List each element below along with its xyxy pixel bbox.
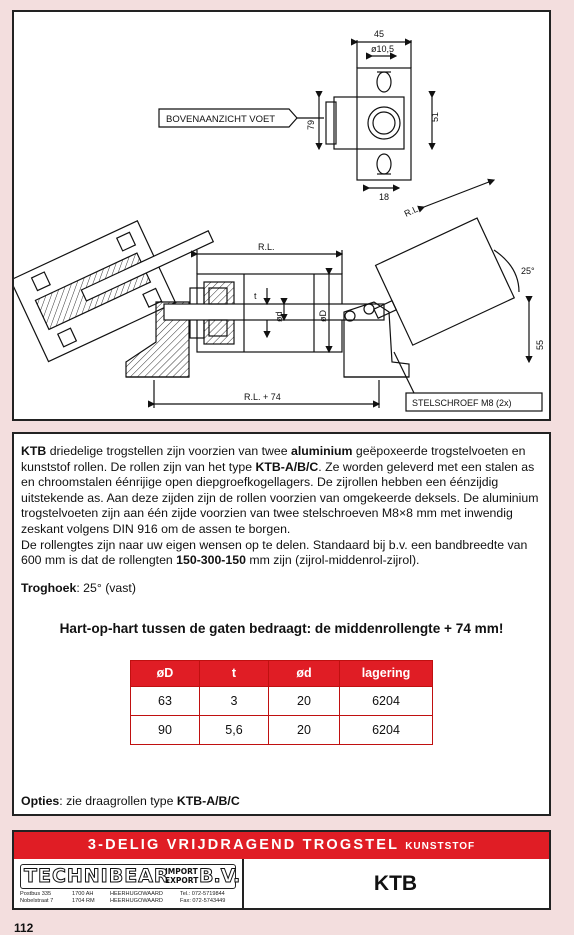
table-header-row xyxy=(131,660,433,686)
desc-ktb: KTB xyxy=(21,444,47,458)
center-distance-heading: Hart-op-hart tussen de gaten bedraagt: de middenrollengte + 74 mm! xyxy=(59,620,504,636)
technical-drawing-panel xyxy=(12,10,551,421)
col-t: t xyxy=(200,660,269,686)
footer xyxy=(12,830,551,910)
table-cell: 5,6 xyxy=(200,715,269,744)
table-cell: 6204 xyxy=(340,686,433,715)
technical-drawing xyxy=(14,12,549,419)
logo-import: IMPORT xyxy=(165,867,198,876)
rl-plus-74: R.L. + 74 xyxy=(244,392,281,402)
troghoek xyxy=(21,581,542,595)
desc-lengths: 150-300-150 xyxy=(176,553,246,568)
dim-45: 45 xyxy=(374,29,385,39)
address-col-1 xyxy=(20,891,53,904)
desc-part: mm zijn (zijrol-middenrol-zijrol). xyxy=(245,553,420,568)
table-cell: 20 xyxy=(269,715,340,744)
opties-label: Opties xyxy=(21,794,60,808)
dim-od: ød xyxy=(274,311,284,322)
troghoek-value: : 25° (vast) xyxy=(76,580,136,595)
logo-export: EXPORT xyxy=(165,876,199,885)
product-title: 3-DELIG VRIJDRAGEND TROGSTEL xyxy=(87,837,400,853)
table-cell: 63 xyxy=(131,686,200,715)
col-lagering: lagering xyxy=(340,660,433,686)
rl-side: R.L. xyxy=(402,202,422,219)
troghoek-label: Troghoek xyxy=(21,580,77,595)
logo-bv: B.V. xyxy=(199,865,241,887)
brand-box xyxy=(14,859,244,908)
dim-oD: øD xyxy=(318,310,328,322)
col-oD: øD xyxy=(131,660,200,686)
desc-part: geëpoxeerde trogstelvoeten en kunststof rollen. De rollen zijn van het type xyxy=(21,444,526,474)
addr-line: Fax: 072-5743449 xyxy=(180,897,226,904)
table-cell: 6204 xyxy=(340,715,433,744)
top-view-foot xyxy=(357,68,411,180)
product-title-bar xyxy=(14,832,549,859)
opties xyxy=(21,794,240,808)
rl-center: R.L. xyxy=(258,242,275,252)
model-code: KTB xyxy=(373,872,418,895)
set-screw-label: STELSCHROEF M8 (2x) xyxy=(412,398,512,408)
addr-line: HEERHUGOWAARD xyxy=(110,891,163,897)
desc-part: . Ze worden geleverd met een stalen as en chroomstalen éénrijige open diepgroefkogellagers. De zijrollen hebben een éénzijdig uitstekende as. Aan deze zijden zijn de rollen voorzien van omgekeerde deksels. De aluminium trogstelvoeten zijn aan één zijde voorzien van twee stelschroeven M8×8 mm met inwendig zeskant volgens DIN 916 om de assen te borgen. xyxy=(21,459,539,536)
desc-aluminium: aluminium xyxy=(291,444,353,458)
right-side-roller xyxy=(376,218,515,345)
spec-table xyxy=(130,660,433,745)
desc-part: driedelige trogstellen zijn voorzien van twee xyxy=(46,444,291,458)
desc-type: KTB-A/B/C xyxy=(255,459,319,474)
opties-text: : zie draagrollen type xyxy=(59,794,177,808)
address-col-2 xyxy=(72,891,95,904)
address-col-3 xyxy=(110,891,163,904)
desc-part: De rollengtes zijn naar uw eigen wensen op te delen. Standaard bij b.v. een bandbreedte van 600 mm is dat de rollengten xyxy=(21,537,528,568)
dim-hole: ø10,5 xyxy=(371,44,395,54)
description-text xyxy=(21,444,542,569)
address-col-4 xyxy=(180,891,225,904)
dim-51: 51 xyxy=(430,111,440,122)
table-cell: 90 xyxy=(131,715,200,744)
description-panel xyxy=(12,432,551,816)
product-material: KUNSTSTOF xyxy=(405,841,476,852)
top-view-label: BOVENAANZICHT VOET xyxy=(166,114,276,125)
addr-line: Postbus 335 xyxy=(20,891,52,897)
table-row xyxy=(131,686,433,715)
table-cell: 3 xyxy=(200,686,269,715)
addr-line: HEERHUGOWAARD xyxy=(110,897,163,904)
page-number: 112 xyxy=(14,921,34,935)
logo-import-export xyxy=(165,867,198,885)
opties-type: KTB-A/B/C xyxy=(176,794,240,808)
col-od: ød xyxy=(269,660,340,686)
addr-line: Nobelstraat 7 xyxy=(20,897,54,904)
table-row xyxy=(131,715,433,744)
dim-55: 55 xyxy=(535,339,545,350)
dim-18: 18 xyxy=(379,192,390,202)
technibear-logo xyxy=(20,864,241,889)
dim-t: t xyxy=(254,291,257,301)
addr-line: Tel.: 072-5719844 xyxy=(180,891,225,897)
addr-line: 1700 AH xyxy=(72,891,94,897)
logo-wordmark: TECHNIBEAR xyxy=(24,865,170,887)
table-cell: 20 xyxy=(269,686,340,715)
angle-label: 25° xyxy=(521,266,535,276)
addr-line: 1704 RM xyxy=(72,897,95,904)
dim-79: 79 xyxy=(306,119,316,130)
